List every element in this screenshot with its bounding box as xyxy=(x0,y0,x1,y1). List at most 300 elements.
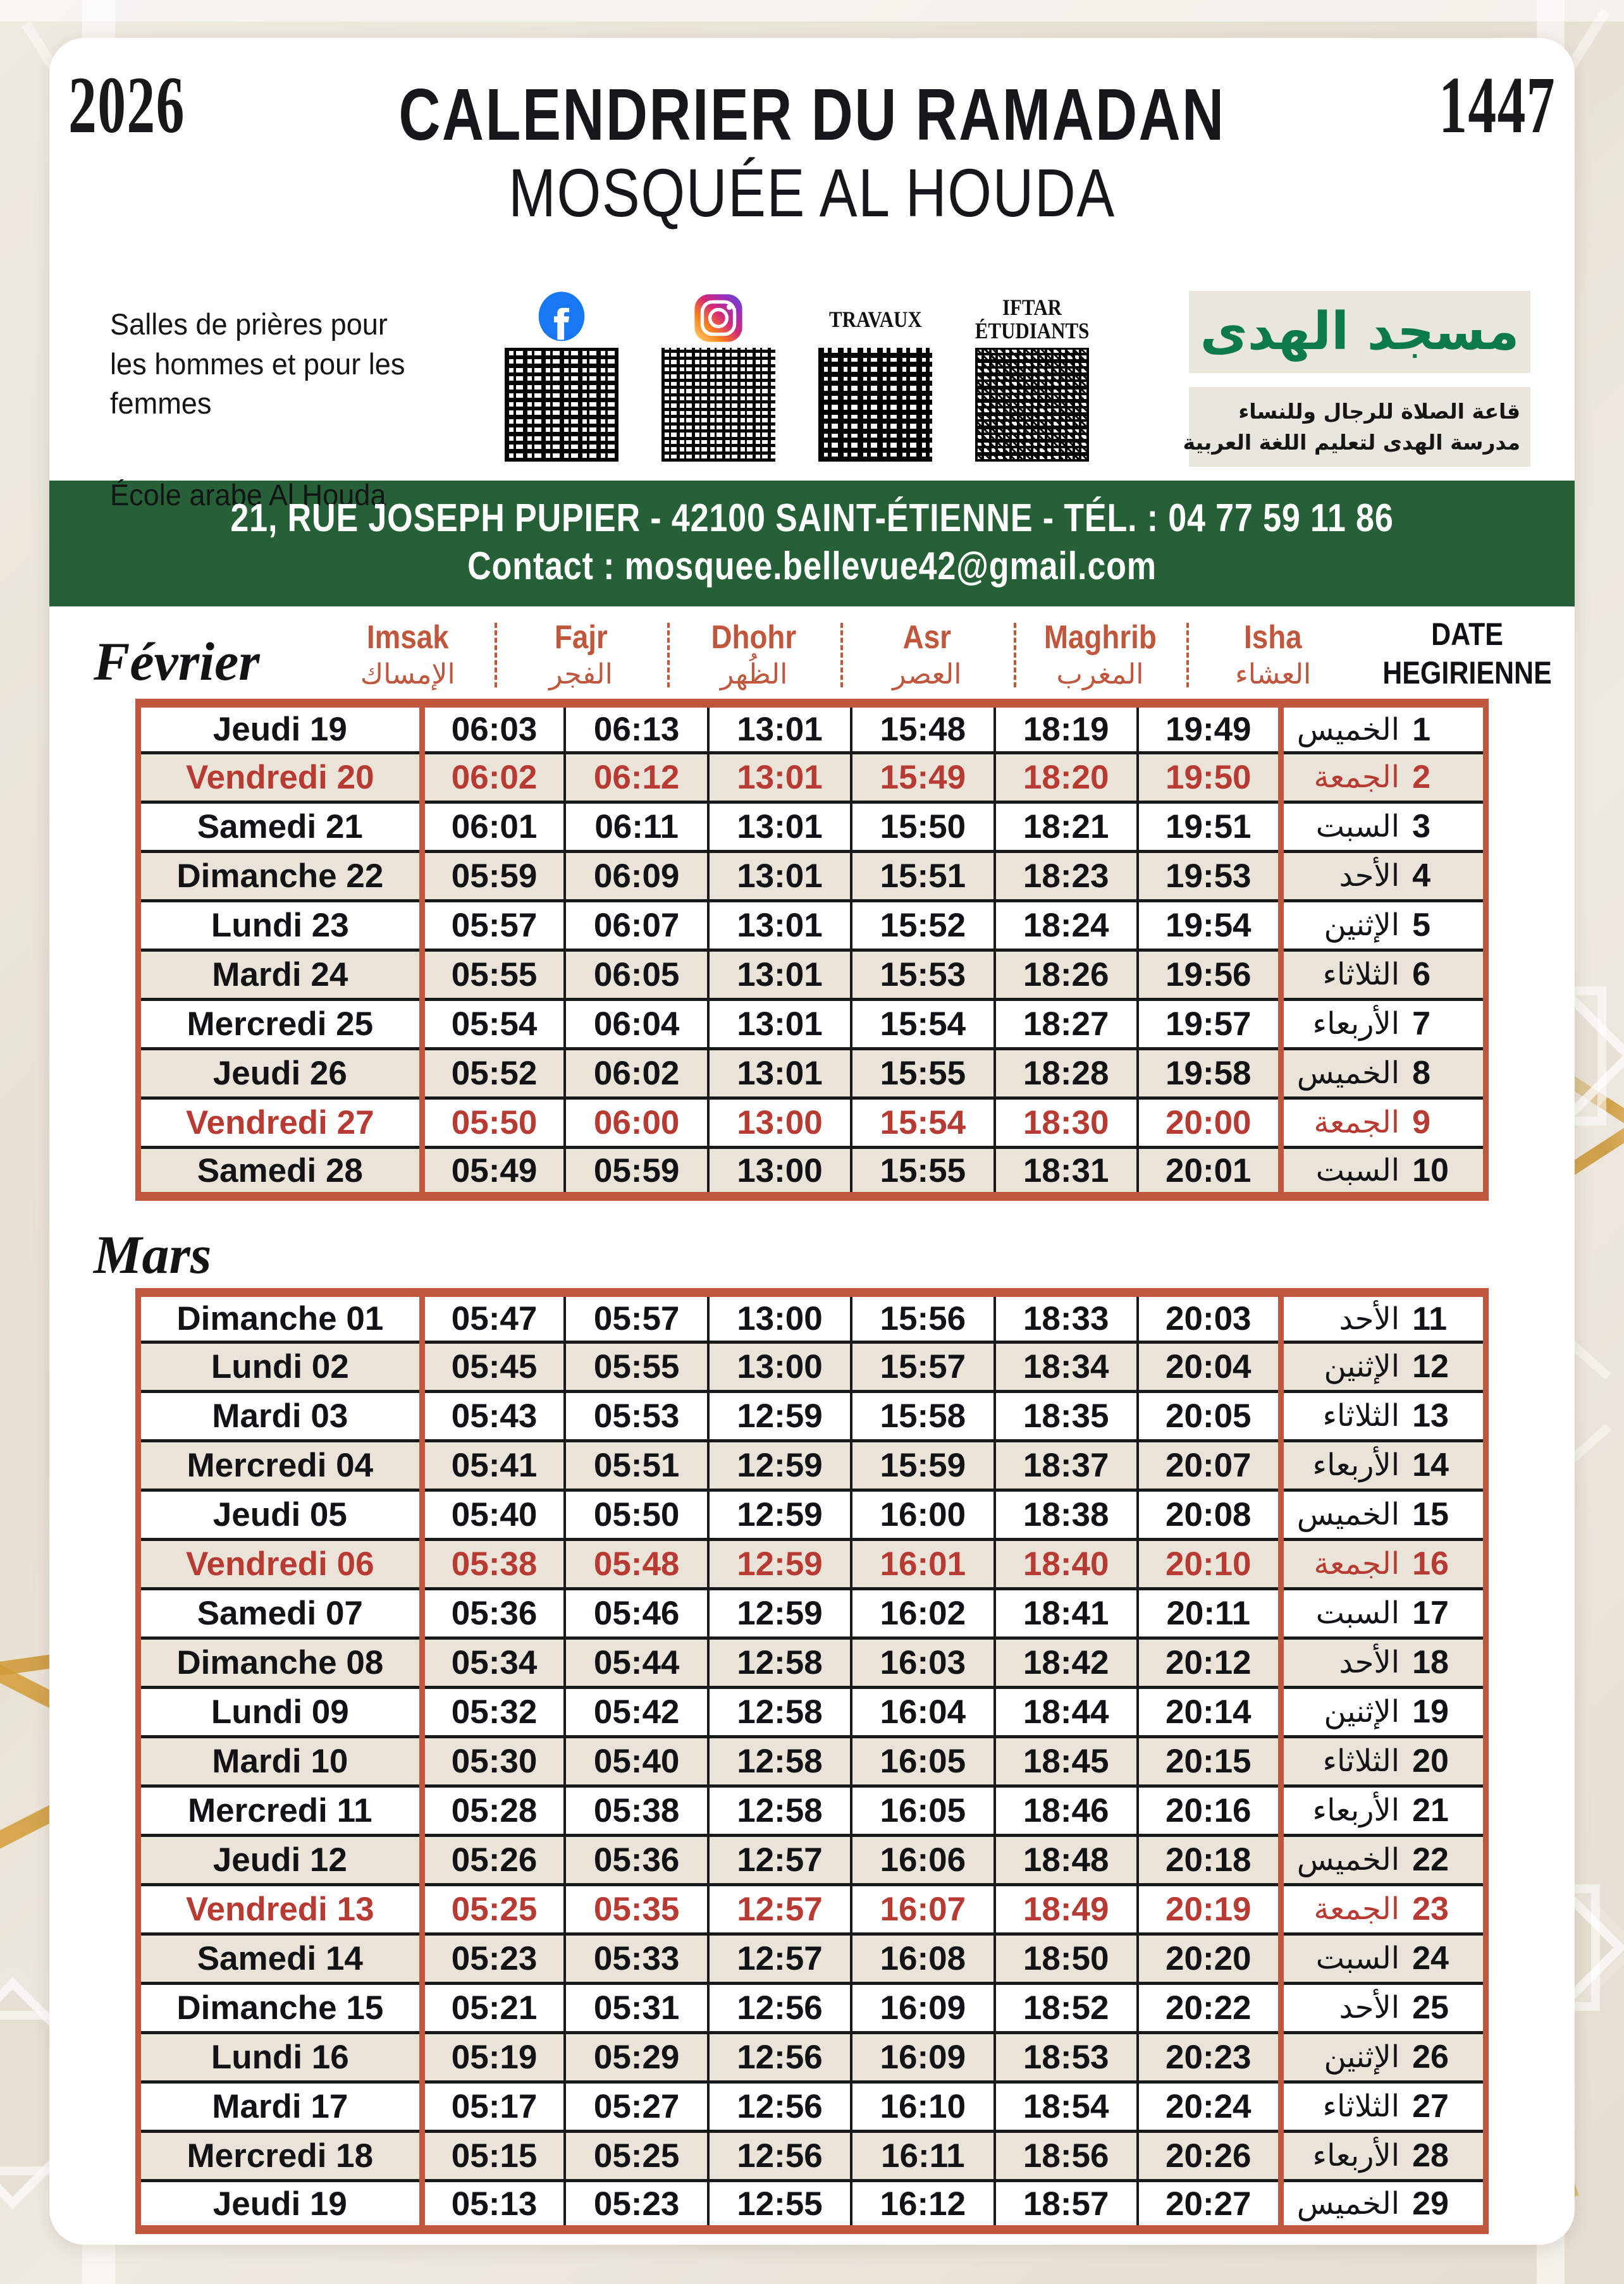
hijri-day-cell: 21 xyxy=(1410,1786,1486,1835)
prayer-column-labels xyxy=(321,619,1360,696)
dhohr-cell: 13:01 xyxy=(708,752,851,802)
table-row xyxy=(138,1098,1486,1147)
table-row xyxy=(138,1736,1486,1786)
fajr-cell: 05:23 xyxy=(565,2180,708,2230)
march-month-header xyxy=(49,1222,1575,1288)
arabic-day-cell: الأحد xyxy=(1281,851,1410,900)
fajr-cell: 05:48 xyxy=(565,1539,708,1588)
isha-cell: 20:11 xyxy=(1138,1588,1281,1638)
table-row xyxy=(138,1835,1486,1884)
isha-cell: 20:22 xyxy=(1138,1983,1281,2032)
dhohr-cell: 13:01 xyxy=(708,999,851,1048)
poster-header xyxy=(49,38,1575,512)
mosque-info-text xyxy=(49,291,468,515)
hijri-day-cell: 12 xyxy=(1410,1342,1486,1391)
isha-cell: 20:10 xyxy=(1138,1539,1281,1588)
arabic-day-cell: الأربعاء xyxy=(1281,1786,1410,1835)
hijri-day-cell: 7 xyxy=(1410,999,1486,1048)
maghrib-cell: 18:38 xyxy=(995,1490,1138,1539)
isha-cell: 20:12 xyxy=(1138,1638,1281,1687)
maghrib-cell: 18:23 xyxy=(995,851,1138,900)
isha-cell: 20:08 xyxy=(1138,1490,1281,1539)
isha-cell: 20:20 xyxy=(1138,1934,1281,1983)
hijri-year: 1447 xyxy=(1439,60,1556,150)
day-cell: Vendredi 06 xyxy=(138,1539,422,1588)
imsak-cell: 06:01 xyxy=(422,802,565,851)
table-row xyxy=(138,851,1486,900)
table-row xyxy=(138,900,1486,950)
table-row xyxy=(138,2032,1486,2082)
fajr-cell: 06:12 xyxy=(565,752,708,802)
column-dhohr-ar: الظُهر xyxy=(720,658,788,691)
imsak-cell: 05:28 xyxy=(422,1786,565,1835)
arabic-day-cell: الإثنين xyxy=(1281,1342,1410,1391)
day-cell: Jeudi 19 xyxy=(138,703,422,752)
maghrib-cell: 18:57 xyxy=(995,2180,1138,2230)
isha-cell: 20:26 xyxy=(1138,2131,1281,2180)
table-row xyxy=(138,1638,1486,1687)
imsak-cell: 05:38 xyxy=(422,1539,565,1588)
address-banner xyxy=(49,481,1575,606)
arabic-day-cell: الإثنين xyxy=(1281,1687,1410,1736)
maghrib-cell: 18:46 xyxy=(995,1786,1138,1835)
hijri-day-cell: 18 xyxy=(1410,1638,1486,1687)
maghrib-cell: 18:40 xyxy=(995,1539,1138,1588)
arabic-day-cell: الخميس xyxy=(1281,1048,1410,1098)
maghrib-cell: 18:48 xyxy=(995,1835,1138,1884)
maghrib-cell: 18:44 xyxy=(995,1687,1138,1736)
day-cell: Samedi 14 xyxy=(138,1934,422,1983)
fajr-cell: 06:07 xyxy=(565,900,708,950)
maghrib-cell: 18:21 xyxy=(995,802,1138,851)
page-subtitle: MOSQUÉE AL HOUDA xyxy=(508,154,1116,231)
isha-cell: 20:07 xyxy=(1138,1440,1281,1490)
fajr-cell: 05:29 xyxy=(565,2032,708,2082)
hijri-day-cell: 1 xyxy=(1410,703,1486,752)
day-cell: Jeudi 19 xyxy=(138,2180,422,2230)
instagram-qr-image[interactable] xyxy=(661,348,775,462)
fajr-cell: 05:50 xyxy=(565,1490,708,1539)
arabic-day-cell: السبت xyxy=(1281,802,1410,851)
dhohr-cell: 12:59 xyxy=(708,1440,851,1490)
dhohr-cell: 12:57 xyxy=(708,1835,851,1884)
imsak-cell: 05:55 xyxy=(422,950,565,999)
fajr-cell: 06:02 xyxy=(565,1048,708,1098)
maghrib-cell: 18:49 xyxy=(995,1884,1138,1934)
column-asr-ar: العصر xyxy=(892,658,962,691)
fajr-cell: 05:57 xyxy=(565,1292,708,1342)
maghrib-cell: 18:53 xyxy=(995,2032,1138,2082)
asr-cell: 15:58 xyxy=(851,1391,994,1440)
asr-cell: 15:56 xyxy=(851,1292,994,1342)
maghrib-cell: 18:35 xyxy=(995,1391,1138,1440)
isha-cell: 20:24 xyxy=(1138,2082,1281,2131)
maghrib-cell: 18:20 xyxy=(995,752,1138,802)
imsak-cell: 05:30 xyxy=(422,1736,565,1786)
column-fajr-ar: الفجر xyxy=(549,658,613,691)
fajr-cell: 05:25 xyxy=(565,2131,708,2180)
isha-cell: 20:04 xyxy=(1138,1342,1281,1391)
dhohr-cell: 12:57 xyxy=(708,1884,851,1934)
asr-cell: 15:54 xyxy=(851,1098,994,1147)
day-cell: Jeudi 12 xyxy=(138,1835,422,1884)
dhohr-cell: 13:00 xyxy=(708,1147,851,1196)
isha-cell: 19:51 xyxy=(1138,802,1281,851)
asr-cell: 15:53 xyxy=(851,950,994,999)
arabic-day-cell: الجمعة xyxy=(1281,752,1410,802)
hijri-day-cell: 19 xyxy=(1410,1687,1486,1736)
info-line-2: les hommes et pour les xyxy=(110,347,405,381)
column-imsak xyxy=(321,619,495,696)
table-row xyxy=(138,703,1486,752)
maghrib-cell: 18:19 xyxy=(995,703,1138,752)
column-dhohr-en: Dhohr xyxy=(711,618,797,656)
day-cell: Vendredi 13 xyxy=(138,1884,422,1934)
facebook-qr-image[interactable] xyxy=(505,348,618,462)
mosque-logo-zone xyxy=(1183,291,1575,467)
fajr-cell: 06:11 xyxy=(565,802,708,851)
hijri-header-line2: HEGIRIENNE xyxy=(1382,655,1552,691)
asr-cell: 16:02 xyxy=(851,1588,994,1638)
dhohr-cell: 13:01 xyxy=(708,950,851,999)
isha-cell: 20:23 xyxy=(1138,2032,1281,2082)
dhohr-cell: 12:58 xyxy=(708,1638,851,1687)
column-fajr-en: Fajr xyxy=(554,618,608,656)
day-cell: Mardi 03 xyxy=(138,1391,422,1440)
table-row xyxy=(138,950,1486,999)
arabic-day-cell: الثلاثاء xyxy=(1281,2082,1410,2131)
iftar-label-line1: IFTAR xyxy=(1002,295,1062,321)
table-row xyxy=(138,1687,1486,1736)
table-row xyxy=(138,802,1486,851)
banner-contact: Contact : mosquee.bellevue42@gmail.com xyxy=(467,544,1157,588)
maghrib-cell: 18:54 xyxy=(995,2082,1138,2131)
hijri-day-cell: 28 xyxy=(1410,2131,1486,2180)
imsak-cell: 05:43 xyxy=(422,1391,565,1440)
imsak-cell: 05:49 xyxy=(422,1147,565,1196)
imsak-cell: 05:21 xyxy=(422,1983,565,2032)
arabic-day-cell: الإثنين xyxy=(1281,2032,1410,2082)
qr-travaux[interactable] xyxy=(812,291,938,462)
asr-cell: 15:50 xyxy=(851,802,994,851)
travaux-label: TRAVAUX xyxy=(828,306,922,332)
asr-cell: 16:05 xyxy=(851,1736,994,1786)
isha-cell: 19:49 xyxy=(1138,703,1281,752)
asr-cell: 16:00 xyxy=(851,1490,994,1539)
hijri-day-cell: 10 xyxy=(1410,1147,1486,1196)
arabic-day-cell: الإثنين xyxy=(1281,900,1410,950)
imsak-cell: 05:59 xyxy=(422,851,565,900)
day-cell: Lundi 23 xyxy=(138,900,422,950)
travaux-caption xyxy=(821,291,930,348)
asr-cell: 16:05 xyxy=(851,1786,994,1835)
fajr-cell: 06:13 xyxy=(565,703,708,752)
iftar-label-line2: ÉTUDIANTS xyxy=(975,318,1090,343)
asr-cell: 15:51 xyxy=(851,851,994,900)
gregorian-year: 2026 xyxy=(68,60,185,150)
imsak-cell: 05:26 xyxy=(422,1835,565,1884)
arabic-day-cell: الخميس xyxy=(1281,1490,1410,1539)
day-cell: Dimanche 15 xyxy=(138,1983,422,2032)
day-cell: Lundi 02 xyxy=(138,1342,422,1391)
imsak-cell: 05:23 xyxy=(422,1934,565,1983)
day-cell: Dimanche 22 xyxy=(138,851,422,900)
day-cell: Samedi 28 xyxy=(138,1147,422,1196)
column-imsak-ar: الإمساك xyxy=(360,658,455,691)
hijri-day-cell: 9 xyxy=(1410,1098,1486,1147)
asr-cell: 15:57 xyxy=(851,1342,994,1391)
month-label-fevrier: Février xyxy=(94,631,260,692)
maghrib-cell: 18:27 xyxy=(995,999,1138,1048)
arabic-day-cell: الجمعة xyxy=(1281,1098,1410,1147)
arabic-day-cell: السبت xyxy=(1281,1588,1410,1638)
imsak-cell: 05:52 xyxy=(422,1048,565,1098)
asr-cell: 16:09 xyxy=(851,1983,994,2032)
hijri-day-cell: 24 xyxy=(1410,1934,1486,1983)
facebook-icon xyxy=(534,291,589,348)
travaux-qr-image[interactable] xyxy=(818,348,932,462)
maghrib-cell: 18:30 xyxy=(995,1098,1138,1147)
asr-cell: 16:12 xyxy=(851,2180,994,2230)
day-cell: Jeudi 05 xyxy=(138,1490,422,1539)
title-block xyxy=(49,73,1575,231)
fajr-cell: 05:31 xyxy=(565,1983,708,2032)
table-row xyxy=(138,1983,1486,2032)
maghrib-cell: 18:24 xyxy=(995,900,1138,950)
dhohr-cell: 12:56 xyxy=(708,2082,851,2131)
isha-cell: 19:53 xyxy=(1138,851,1281,900)
fajr-cell: 05:59 xyxy=(565,1147,708,1196)
instagram-icon xyxy=(691,291,746,348)
isha-cell: 20:16 xyxy=(1138,1786,1281,1835)
arabic-day-cell: الأربعاء xyxy=(1281,999,1410,1048)
asr-cell: 16:08 xyxy=(851,1934,994,1983)
arabic-day-cell: الجمعة xyxy=(1281,1539,1410,1588)
maghrib-cell: 18:45 xyxy=(995,1736,1138,1786)
arabic-day-cell: الأحد xyxy=(1281,1983,1410,2032)
isha-cell: 20:05 xyxy=(1138,1391,1281,1440)
banner-address: 21, RUE JOSEPH PUPIER - 42100 SAINT-ÉTIENNE - TÉL. : 04 77 59 11 86 xyxy=(230,496,1394,540)
day-cell: Mercredi 11 xyxy=(138,1786,422,1835)
arabic-day-cell: الأربعاء xyxy=(1281,1440,1410,1490)
hijri-day-cell: 17 xyxy=(1410,1588,1486,1638)
maghrib-cell: 18:52 xyxy=(995,1983,1138,2032)
imsak-cell: 05:47 xyxy=(422,1292,565,1342)
fajr-cell: 05:38 xyxy=(565,1786,708,1835)
table-row xyxy=(138,2131,1486,2180)
asr-cell: 16:10 xyxy=(851,2082,994,2131)
isha-cell: 19:57 xyxy=(1138,999,1281,1048)
imsak-cell: 05:13 xyxy=(422,2180,565,2230)
dhohr-cell: 13:01 xyxy=(708,900,851,950)
instagram-caption xyxy=(691,291,746,348)
asr-cell: 16:09 xyxy=(851,2032,994,2082)
isha-cell: 20:14 xyxy=(1138,1687,1281,1736)
dhohr-cell: 13:01 xyxy=(708,703,851,752)
day-cell: Lundi 09 xyxy=(138,1687,422,1736)
qr-facebook[interactable] xyxy=(498,291,625,462)
dhohr-cell: 13:00 xyxy=(708,1098,851,1147)
table-row xyxy=(138,1147,1486,1196)
dhohr-cell: 12:59 xyxy=(708,1490,851,1539)
asr-cell: 15:55 xyxy=(851,1147,994,1196)
logo-sub-line-2: مدرسة الهدى لتعليم اللغة العربية xyxy=(1183,430,1520,455)
fajr-cell: 05:44 xyxy=(565,1638,708,1687)
isha-cell: 19:56 xyxy=(1138,950,1281,999)
day-cell: Lundi 16 xyxy=(138,2032,422,2082)
column-isha-ar: العشاء xyxy=(1235,658,1312,691)
day-cell: Mercredi 18 xyxy=(138,2131,422,2180)
asr-cell: 16:06 xyxy=(851,1835,994,1884)
isha-cell: 19:50 xyxy=(1138,752,1281,802)
hijri-day-cell: 11 xyxy=(1410,1292,1486,1342)
imsak-cell: 05:57 xyxy=(422,900,565,950)
table-row xyxy=(138,1440,1486,1490)
day-cell: Dimanche 01 xyxy=(138,1292,422,1342)
imsak-cell: 05:54 xyxy=(422,999,565,1048)
column-isha-en: Isha xyxy=(1244,618,1302,656)
dhohr-cell: 13:00 xyxy=(708,1292,851,1342)
fajr-cell: 06:05 xyxy=(565,950,708,999)
day-cell: Vendredi 20 xyxy=(138,752,422,802)
prayer-times-section xyxy=(49,606,1575,2234)
maghrib-cell: 18:50 xyxy=(995,1934,1138,1983)
maghrib-cell: 18:56 xyxy=(995,2131,1138,2180)
column-maghrib-en: Maghrib xyxy=(1043,618,1157,656)
arabic-day-cell: الأحد xyxy=(1281,1638,1410,1687)
dhohr-cell: 12:56 xyxy=(708,1983,851,2032)
fajr-cell: 06:00 xyxy=(565,1098,708,1147)
column-dhohr xyxy=(667,619,840,696)
hijri-day-cell: 29 xyxy=(1410,2180,1486,2230)
column-isha xyxy=(1186,619,1360,696)
maghrib-cell: 18:26 xyxy=(995,950,1138,999)
table-column-header xyxy=(49,606,1575,699)
dhohr-cell: 13:01 xyxy=(708,1048,851,1098)
logo-sub-line-1: قاعة الصلاة للرجال وللنساء xyxy=(1238,398,1520,424)
isha-cell: 20:03 xyxy=(1138,1292,1281,1342)
isha-cell: 20:01 xyxy=(1138,1147,1281,1196)
hijri-day-cell: 22 xyxy=(1410,1835,1486,1884)
month-label-mars: Mars xyxy=(94,1224,212,1286)
asr-cell: 15:55 xyxy=(851,1048,994,1098)
hijri-day-cell: 13 xyxy=(1410,1391,1486,1440)
mosque-logo-plate xyxy=(1189,291,1530,373)
arabic-day-cell: الجمعة xyxy=(1281,1884,1410,1934)
hijri-day-cell: 27 xyxy=(1410,2082,1486,2131)
dhohr-cell: 12:55 xyxy=(708,2180,851,2230)
table-row xyxy=(138,2180,1486,2230)
isha-cell: 19:54 xyxy=(1138,900,1281,950)
imsak-cell: 05:40 xyxy=(422,1490,565,1539)
day-cell: Mardi 24 xyxy=(138,950,422,999)
imsak-cell: 06:03 xyxy=(422,703,565,752)
table-row xyxy=(138,1934,1486,1983)
fajr-cell: 06:04 xyxy=(565,999,708,1048)
fajr-cell: 05:55 xyxy=(565,1342,708,1391)
iftar-label xyxy=(975,296,1090,342)
imsak-cell: 05:34 xyxy=(422,1638,565,1687)
imsak-cell: 05:36 xyxy=(422,1588,565,1638)
arabic-day-cell: الخميس xyxy=(1281,2180,1410,2230)
fajr-cell: 05:53 xyxy=(565,1391,708,1440)
mosque-logo-subplate xyxy=(1183,387,1530,467)
table-row xyxy=(138,1391,1486,1440)
isha-cell: 20:15 xyxy=(1138,1736,1281,1786)
asr-cell: 15:52 xyxy=(851,900,994,950)
table-row xyxy=(138,1786,1486,1835)
fajr-cell: 05:51 xyxy=(565,1440,708,1490)
hijri-day-cell: 23 xyxy=(1410,1884,1486,1934)
table-row xyxy=(138,1490,1486,1539)
hijri-day-cell: 25 xyxy=(1410,1983,1486,2032)
february-table xyxy=(135,699,1489,1201)
column-maghrib xyxy=(1014,619,1187,696)
arabic-day-cell: الأربعاء xyxy=(1281,2131,1410,2180)
fajr-cell: 05:33 xyxy=(565,1934,708,1983)
march-table xyxy=(135,1288,1489,2234)
asr-cell: 15:54 xyxy=(851,999,994,1048)
imsak-cell: 05:45 xyxy=(422,1342,565,1391)
hijri-day-cell: 16 xyxy=(1410,1539,1486,1588)
dhohr-cell: 12:56 xyxy=(708,2032,851,2082)
asr-cell: 15:59 xyxy=(851,1440,994,1490)
info-line-3: femmes xyxy=(110,386,212,420)
table-row xyxy=(138,999,1486,1048)
maghrib-cell: 18:42 xyxy=(995,1638,1138,1687)
mosque-logo-arabic: مسجد الهدى xyxy=(1200,302,1520,362)
fajr-cell: 05:27 xyxy=(565,2082,708,2131)
asr-cell: 16:01 xyxy=(851,1539,994,1588)
dhohr-cell: 12:57 xyxy=(708,1934,851,1983)
isha-cell: 20:18 xyxy=(1138,1835,1281,1884)
fajr-cell: 05:36 xyxy=(565,1835,708,1884)
fajr-cell: 05:35 xyxy=(565,1884,708,1934)
dhohr-cell: 13:01 xyxy=(708,802,851,851)
hijri-day-cell: 4 xyxy=(1410,851,1486,900)
imsak-cell: 05:32 xyxy=(422,1687,565,1736)
qr-iftar-etudiants[interactable] xyxy=(969,291,1095,462)
dhohr-cell: 12:59 xyxy=(708,1539,851,1588)
qr-instagram[interactable] xyxy=(655,291,782,462)
fajr-cell: 05:42 xyxy=(565,1687,708,1736)
column-fajr xyxy=(495,619,668,696)
facebook-caption xyxy=(534,291,589,348)
dhohr-cell: 12:58 xyxy=(708,1786,851,1835)
imsak-cell: 05:15 xyxy=(422,2131,565,2180)
imsak-cell: 05:19 xyxy=(422,2032,565,2082)
fajr-cell: 05:40 xyxy=(565,1736,708,1786)
iftar-caption xyxy=(966,291,1098,348)
hijri-day-cell: 5 xyxy=(1410,900,1486,950)
maghrib-cell: 18:28 xyxy=(995,1048,1138,1098)
qr-code-group xyxy=(486,291,1195,462)
fajr-cell: 06:09 xyxy=(565,851,708,900)
table-row xyxy=(138,1884,1486,1934)
page-title: CALENDRIER DU RAMADAN xyxy=(398,73,1226,156)
maghrib-cell: 18:31 xyxy=(995,1147,1138,1196)
maghrib-cell: 18:34 xyxy=(995,1342,1138,1391)
table-row xyxy=(138,2082,1486,2131)
table-row xyxy=(138,1292,1486,1342)
hijri-day-cell: 3 xyxy=(1410,802,1486,851)
column-hijri-date xyxy=(1360,615,1575,696)
iftar-qr-image[interactable] xyxy=(975,348,1089,462)
fajr-cell: 05:46 xyxy=(565,1588,708,1638)
hijri-day-cell: 26 xyxy=(1410,2032,1486,2082)
hijri-day-cell: 2 xyxy=(1410,752,1486,802)
column-maghrib-ar: المغرب xyxy=(1056,658,1144,691)
